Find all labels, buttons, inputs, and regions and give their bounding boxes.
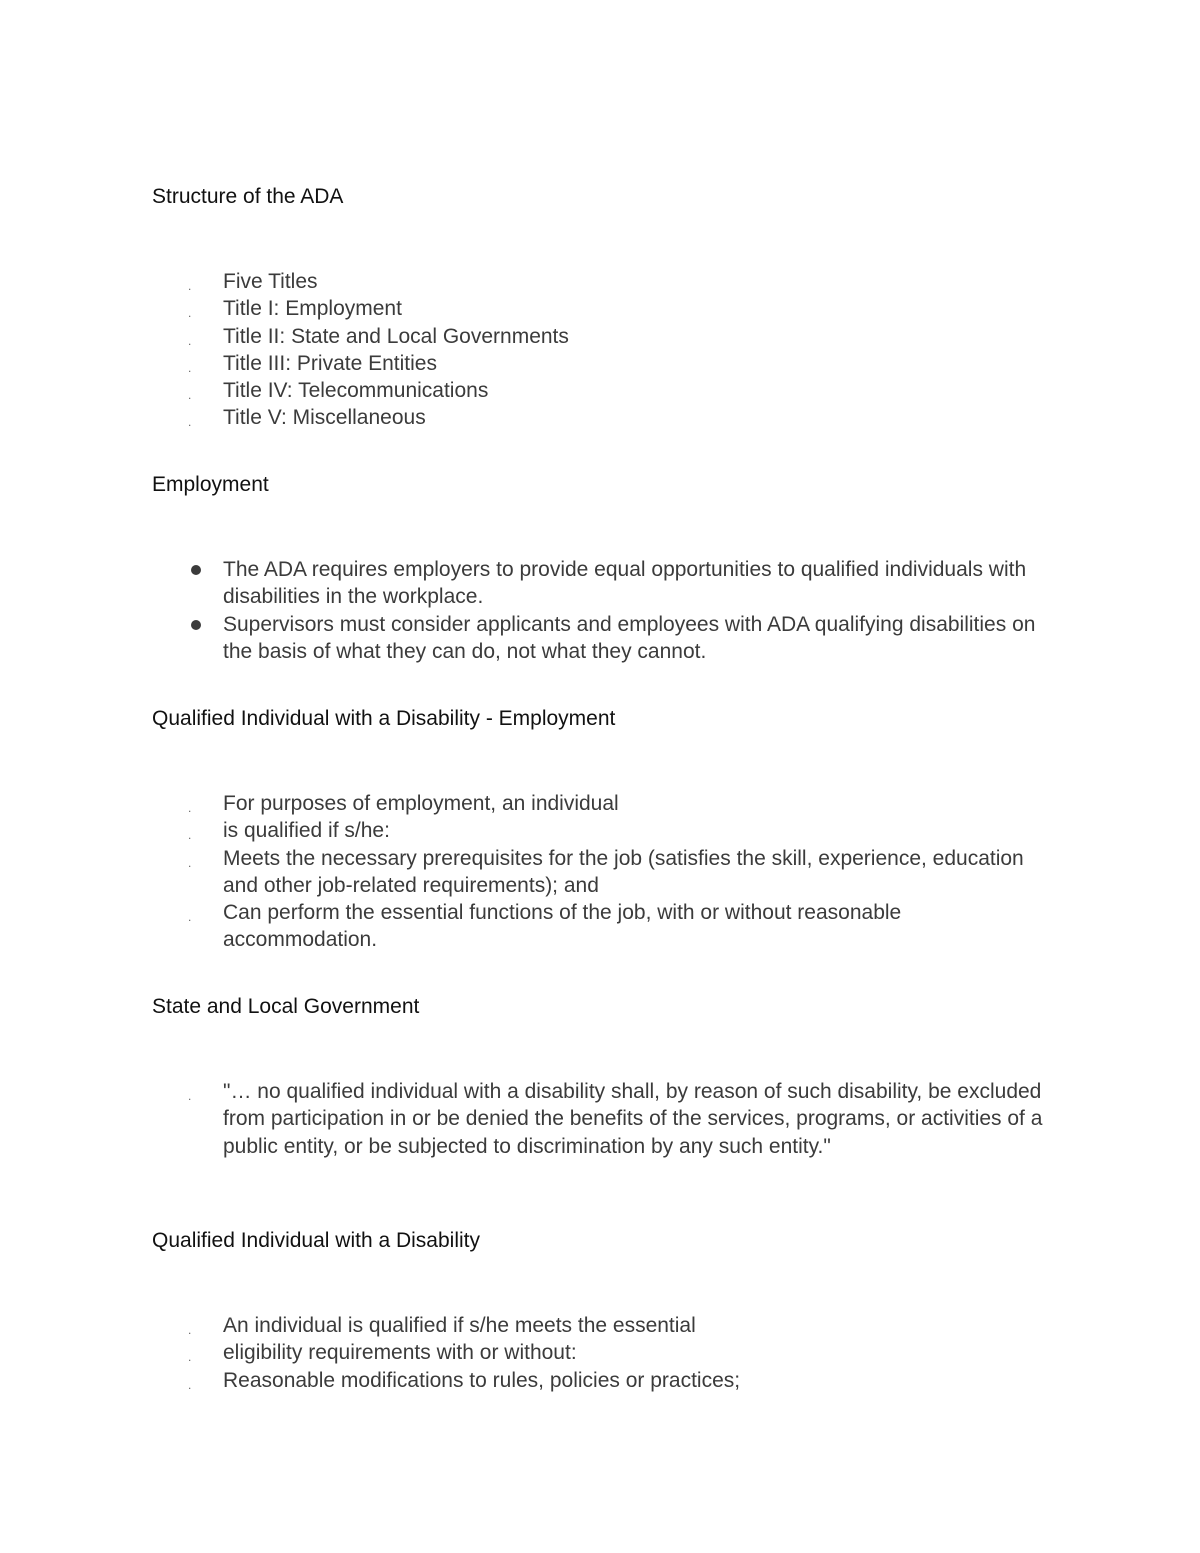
list-item — [152, 1367, 1052, 1394]
bullet-marker: . — [188, 1350, 192, 1365]
section-heading: Qualified Individual with a Disability — [152, 1229, 480, 1252]
list-item-text: Can perform the essential functions of the job, with or without reasonable accommodation. — [223, 901, 902, 952]
bullet-marker: . — [188, 1089, 192, 1103]
bullet-marker: . — [188, 828, 192, 843]
list-item-text: For purposes of employment, an individual — [223, 792, 619, 815]
section-heading: Employment — [152, 473, 269, 496]
list-item — [152, 295, 1052, 322]
list-item — [152, 790, 1052, 817]
employment-list — [152, 556, 1052, 665]
bullet-marker: . — [188, 279, 192, 293]
section-heading: State and Local Government — [152, 995, 420, 1018]
list-item-text: "… no qualified individual with a disability shall, by reason of such disability, be excluded from participation in or be denied the benefits of the services, programs, or activities of a public entity, or be subjected to discrimination by any such entity." — [223, 1080, 1043, 1158]
list-item — [152, 377, 1052, 404]
state-local-list — [152, 1078, 1052, 1160]
list-item-text: Title I: Employment — [223, 297, 402, 321]
bullet-marker: . — [188, 333, 192, 348]
bullet-marker: . — [188, 1323, 192, 1337]
list-item-text: Title II: State and Local Governments — [223, 324, 569, 348]
list-item — [152, 350, 1052, 377]
section-state-local — [152, 994, 1052, 1158]
section-heading: Structure of the ADA — [152, 185, 344, 208]
section-qualified-employment — [152, 706, 1052, 952]
list-item-text: Title V: Miscellaneous — [223, 406, 426, 430]
qualified-employment-list — [152, 790, 1052, 954]
list-item-text: An individual is qualified if s/he meets the essential — [223, 1314, 696, 1337]
bullet-marker: . — [188, 910, 192, 925]
bullet-marker: . — [188, 306, 192, 321]
list-item — [152, 1339, 1052, 1366]
list-item-text: Meets the necessary prerequisites for the job (satisfies the skill, experience, education and other job-related requirements); and — [223, 846, 1024, 897]
titles-list — [152, 268, 1052, 432]
bullet-marker: . — [188, 1377, 192, 1392]
list-item — [152, 268, 1052, 295]
list-item — [152, 899, 1052, 954]
qualified-list — [152, 1312, 1052, 1394]
bullet-dot — [191, 620, 201, 630]
list-item-text: Supervisors must consider applicants and employees with ADA qualifying disabilities on the basis of what they can do, not what they cannot. — [223, 612, 1036, 663]
list-item-text: is qualified if s/he: — [223, 819, 390, 843]
list-item — [152, 556, 1052, 611]
list-item — [152, 817, 1052, 844]
list-item — [152, 404, 1052, 431]
section-qualified — [152, 1228, 1052, 1392]
bullet-marker: . — [188, 388, 192, 403]
list-item-text: Reasonable modifications to rules, policies or practices; — [223, 1368, 741, 1392]
list-item-text: Title IV: Telecommunications — [223, 379, 489, 403]
list-item — [152, 845, 1052, 900]
list-item — [152, 1312, 1052, 1339]
list-item-text: eligibility requirements with or without: — [223, 1341, 577, 1365]
section-employment — [152, 472, 1052, 663]
bullet-marker: . — [188, 801, 192, 815]
bullet-marker: . — [188, 360, 192, 375]
bullet-marker: . — [188, 415, 192, 430]
list-item-text: Five Titles — [223, 270, 318, 293]
list-item — [152, 1078, 1052, 1160]
list-item — [152, 611, 1052, 666]
bullet-marker: . — [188, 855, 192, 870]
list-item-text: Title III: Private Entities — [223, 351, 437, 375]
list-item — [152, 323, 1052, 350]
section-structure — [152, 184, 1052, 430]
section-heading: Qualified Individual with a Disability - Employment — [152, 707, 616, 730]
bullet-dot — [191, 565, 201, 575]
list-item-text: The ADA requires employers to provide equal opportunities to qualified individuals with disabilities in the workplace. — [223, 558, 1027, 609]
